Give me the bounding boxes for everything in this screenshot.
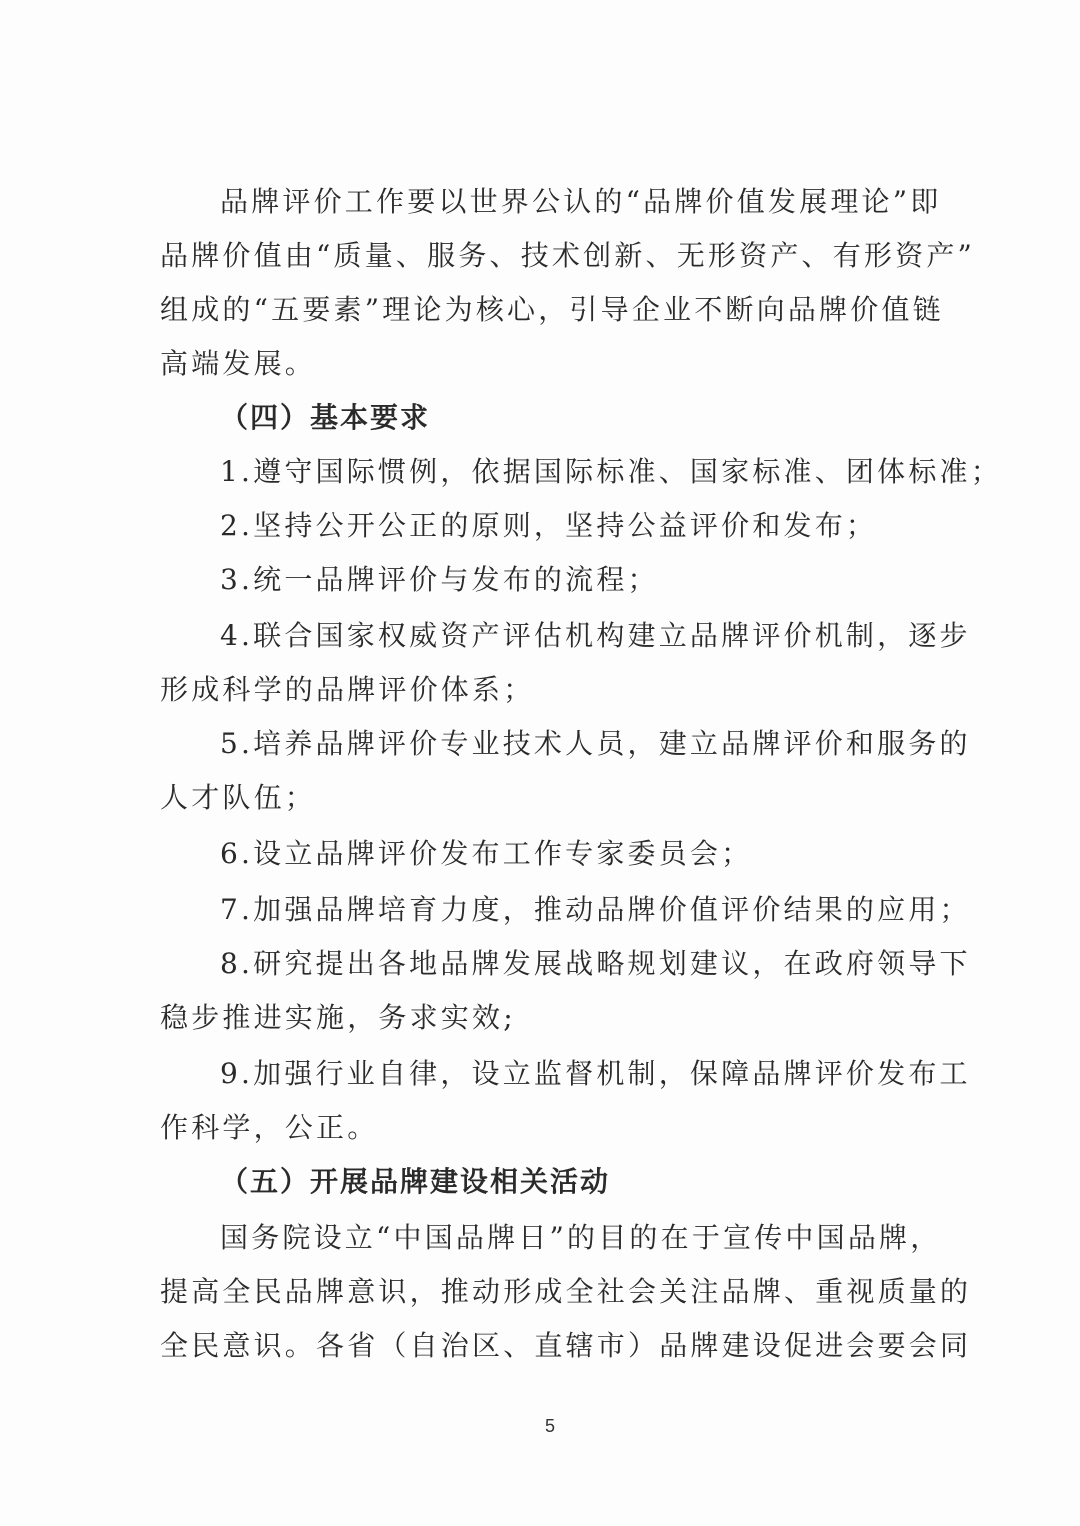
requirement-item-2: 2.坚持公开公正的原则，坚持公益评价和发布； xyxy=(220,509,878,542)
requirement-item-9-cont: 作科学，公正。 xyxy=(160,1111,379,1144)
requirement-item-5-cont: 人才队伍； xyxy=(160,781,317,814)
requirement-item-8-cont: 稳步推进实施，务求实效; xyxy=(160,1001,516,1034)
requirement-item-3: 3.统一品牌评价与发布的流程； xyxy=(220,563,659,596)
requirement-item-7: 7.加强品牌培育力度，推动品牌价值评价结果的应用； xyxy=(220,893,971,926)
requirement-item-5: 5.培养品牌评价专业技术人员，建立品牌评价和服务的 xyxy=(220,727,971,760)
requirement-item-4: 4.联合国家权威资产评估机构建立品牌评价机制，逐步 xyxy=(220,619,971,652)
requirement-item-6: 6.设立品牌评价发布工作专家委员会； xyxy=(220,837,753,870)
page-number: 5 xyxy=(544,1416,555,1436)
requirement-item-8: 8.研究提出各地品牌发展战略规划建议，在政府领导下 xyxy=(220,947,971,980)
section-heading-4: （四）基本要求 xyxy=(220,401,431,434)
paragraph-line: 全民意识。各省（自治区、直辖市）品牌建设促进会要会同 xyxy=(160,1329,972,1362)
paragraph-line: 品牌价值由“质量、服务、技术创新、无形资产、有形资产” xyxy=(160,239,976,272)
paragraph-line: 提高全民品牌意识，推动形成全社会关注品牌、重视质量的 xyxy=(160,1275,972,1308)
paragraph-line: 组成的“五要素”理论为核心，引导企业不断向品牌价值链 xyxy=(160,293,944,326)
requirement-item-9: 9.加强行业自律，设立监督机制，保障品牌评价发布工 xyxy=(220,1057,971,1090)
paragraph-line: 高端发展。 xyxy=(160,347,317,380)
section-heading-5: （五）开展品牌建设相关活动 xyxy=(220,1165,611,1198)
requirement-item-1: 1.遵守国际惯例，依据国际标准、国家标准、团体标准； xyxy=(220,455,1002,488)
paragraph-line: 国务院设立“中国品牌日”的目的在于宣传中国品牌， xyxy=(220,1221,942,1254)
requirement-item-4-cont: 形成科学的品牌评价体系； xyxy=(160,673,535,706)
paragraph-line: 品牌评价工作要以世界公认的“品牌价值发展理论”即 xyxy=(220,185,942,218)
